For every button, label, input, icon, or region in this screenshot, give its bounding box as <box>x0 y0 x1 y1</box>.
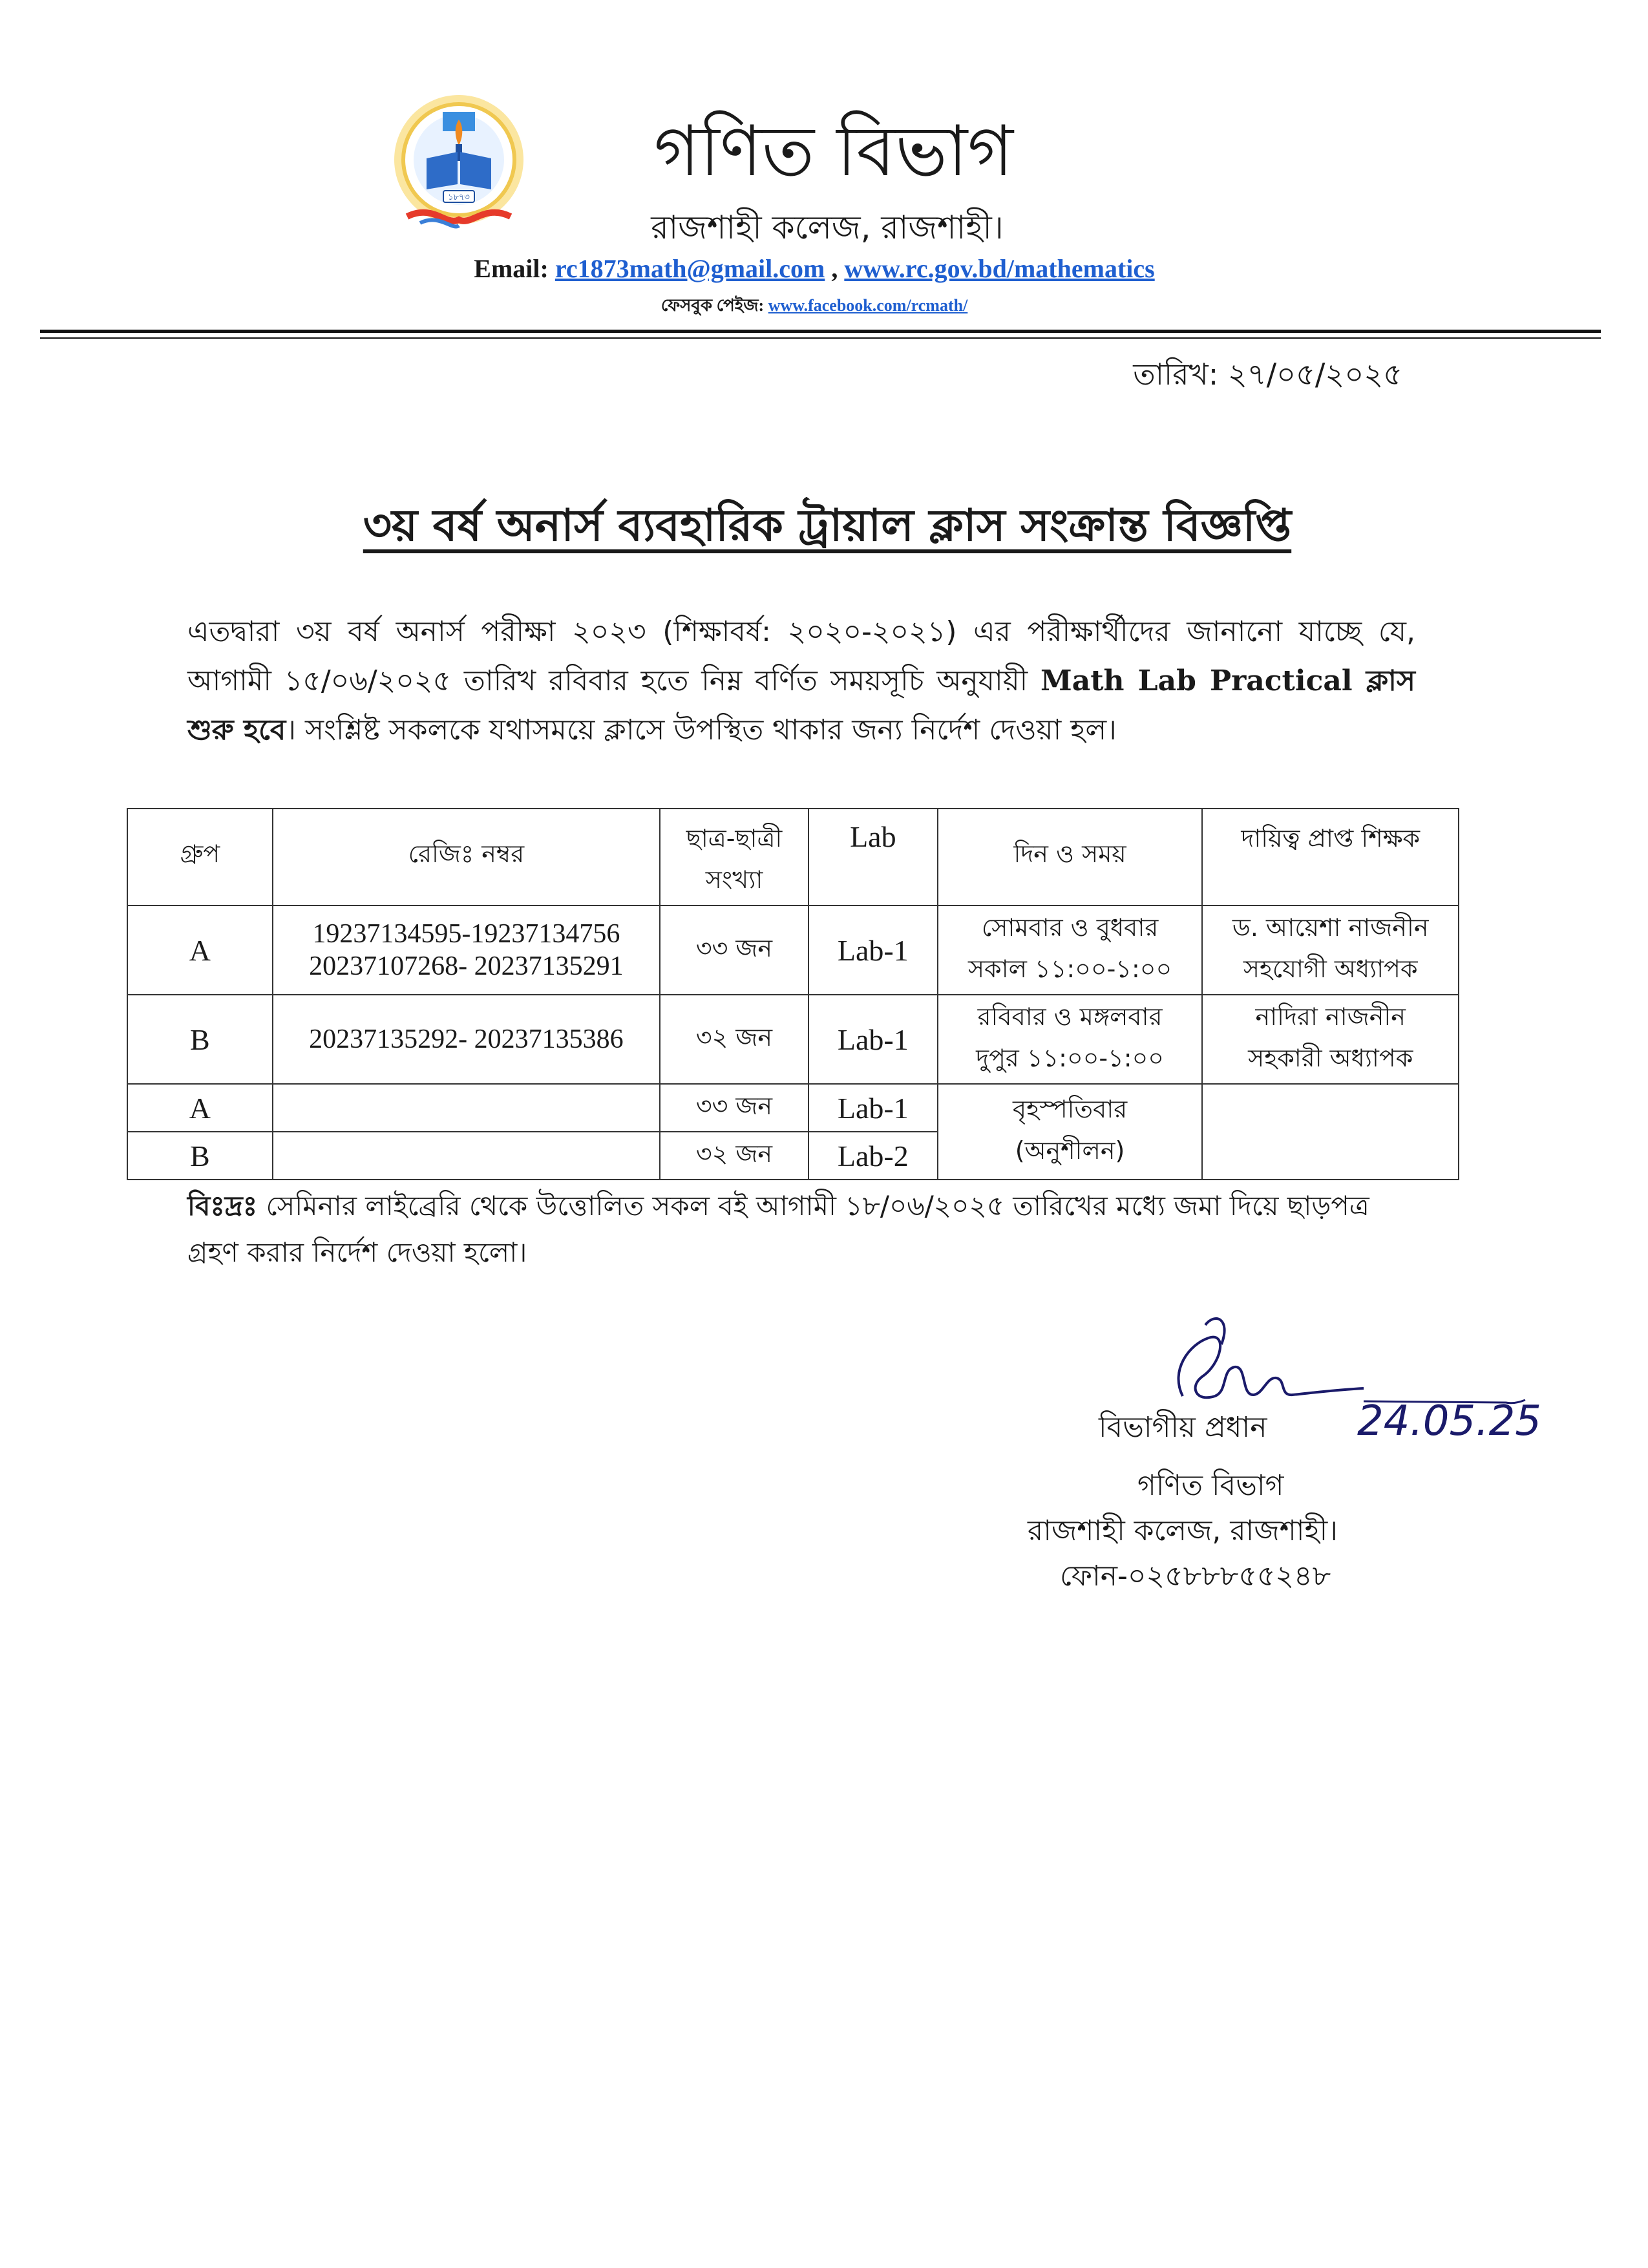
cell-teacher <box>1202 995 1459 1084</box>
teacher-title: সহযোগী অধ্যাপক <box>1243 955 1418 983</box>
cell-group: A <box>127 906 273 995</box>
cell-time <box>938 906 1203 995</box>
header-rule-thin <box>40 337 1601 339</box>
time-text: দুপুর ১১:০০-১:০০ <box>976 1044 1164 1072</box>
day-text: সোমবার ও বুধবার <box>981 913 1159 942</box>
cell-time <box>938 995 1203 1084</box>
time-text: (অনুশীলন) <box>1015 1136 1125 1165</box>
header-group: গ্রুপ <box>127 809 273 906</box>
facebook-label: ফেসবুক পেইজ: <box>660 296 765 315</box>
cell-teacher <box>1202 906 1459 995</box>
college-logo <box>381 87 536 242</box>
cell-lab: Lab-1 <box>808 1084 938 1132</box>
cell-group: B <box>127 1132 273 1180</box>
header-rule-thick <box>40 330 1601 333</box>
cell-lab: Lab-1 <box>808 906 938 995</box>
website-link[interactable]: www.rc.gov.bd/mathematics <box>844 254 1155 283</box>
table-header-row <box>127 809 1459 906</box>
facebook-line <box>491 292 1137 321</box>
header-reg: রেজিঃ নম্বর <box>273 809 660 906</box>
signatory-department: গণিত বিভাগ <box>1137 1469 1284 1502</box>
department-title: গণিত বিভাগ <box>654 111 1013 192</box>
table-row <box>127 995 1459 1084</box>
body-text-part2: । সংশ্লিষ্ট সকলকে যথাসময়ে ক্লাসে উপস্থিত থাকার জন্য নির্দেশ দেওয়া হল। <box>286 714 1117 747</box>
cell-group: B <box>127 995 273 1084</box>
cell-teacher-empty <box>1202 1084 1459 1180</box>
header-count: ছাত্র-ছাত্রী সংখ্যা <box>660 809 808 906</box>
signatory-college: রাজশাহী কলেজ, রাজশাহী। <box>1028 1514 1338 1547</box>
header-teacher: দায়িত্ব প্রাপ্ত শিক্ষক <box>1202 809 1459 906</box>
notice-date: তারিখ: ২৭/০৫/২০২৫ <box>1133 357 1402 392</box>
contact-line <box>362 253 1267 284</box>
footnote-label: বিঃদ্রঃ <box>187 1190 258 1222</box>
body-text-bold: Math Lab Practical ক্লাস শুরু হবে <box>187 664 1415 747</box>
footnote-text: সেমিনার লাইব্রেরি থেকে উত্তোলিত সকল বই আগামী ১৮/০৬/২০২৫ তারিখের মধ্যে জমা দিয়ে ছাড়পত্র গ্রহণ করার নির্দেশ দেওয়া হলো। <box>187 1190 1369 1268</box>
cell-time-practice <box>938 1084 1203 1180</box>
table-row <box>127 906 1459 995</box>
notice-body <box>187 608 1415 755</box>
day-text: বৃহস্পতিবার <box>1012 1095 1128 1123</box>
email-label: Email: <box>474 254 549 283</box>
reg-range-2: 20237107268- 20237135291 <box>309 951 624 981</box>
header-lab: Lab <box>808 809 938 906</box>
cell-count: ৩২ জন <box>660 995 808 1084</box>
cell-reg <box>273 906 660 995</box>
signatory-phone: ফোন-০২৫৮৮৮৫৫২৪৮ <box>1060 1560 1331 1593</box>
cell-reg-empty <box>273 1084 660 1132</box>
body-text-part1: এতদ্বারা ৩য় বর্ষ অনার্স পরীক্ষা ২০২৩ (শিক্ষাবর্ষ: ২০২০-২০২১) এর পরীক্ষার্থীদের জানানো যাচ্ছে যে, আগামী ১৫/০৬/২০২৫ তারিখ রবিবার হতে নিম্ন বর্ণিত সময়সূচি অনুযায়ী <box>187 615 1415 697</box>
facebook-link[interactable]: www.facebook.com/rcmath/ <box>768 296 968 315</box>
header-time: দিন ও সময় <box>938 809 1203 906</box>
reg-range-1: 20237135292- 20237135386 <box>309 1024 624 1054</box>
day-text: রবিবার ও মঙ্গলবার <box>977 1002 1163 1031</box>
cell-lab: Lab-2 <box>808 1132 938 1180</box>
email-link[interactable]: rc1873math@gmail.com <box>555 254 825 283</box>
reg-range-1: 19237134595-19237134756 <box>312 919 620 949</box>
schedule-table <box>127 808 1459 1180</box>
cell-count: ৩৩ জন <box>660 906 808 995</box>
cell-lab: Lab-1 <box>808 995 938 1084</box>
cell-reg-empty <box>273 1132 660 1180</box>
cell-count: ৩৩ জন <box>660 1084 808 1132</box>
time-text: সকাল ১১:০০-১:০০ <box>967 955 1172 983</box>
cell-reg <box>273 995 660 1084</box>
cell-count: ৩২ জন <box>660 1132 808 1180</box>
svg-text:24.05.25: 24.05.25 <box>1357 1397 1541 1445</box>
separator: , <box>831 254 838 283</box>
footnote <box>187 1183 1415 1276</box>
svg-text:১৮৭৩: ১৮৭৩ <box>448 193 470 202</box>
signatory-title: বিভাগীয় প্রধান <box>1099 1411 1267 1444</box>
teacher-name: ড. আয়েশা নাজনীন <box>1232 913 1429 942</box>
teacher-name: নাদিরা নাজনীন <box>1255 1002 1406 1031</box>
cell-group: A <box>127 1084 273 1132</box>
notice-title: ৩য় বর্ষ অনার্স ব্যবহারিক ট্রায়াল ক্লাস সংক্রান্ত বিজ্ঞপ্তি <box>363 500 1292 551</box>
table-row <box>127 1084 1459 1132</box>
college-name: রাজশাহী কলেজ, রাজশাহী। <box>651 209 1004 246</box>
teacher-title: সহকারী অধ্যাপক <box>1248 1044 1413 1072</box>
